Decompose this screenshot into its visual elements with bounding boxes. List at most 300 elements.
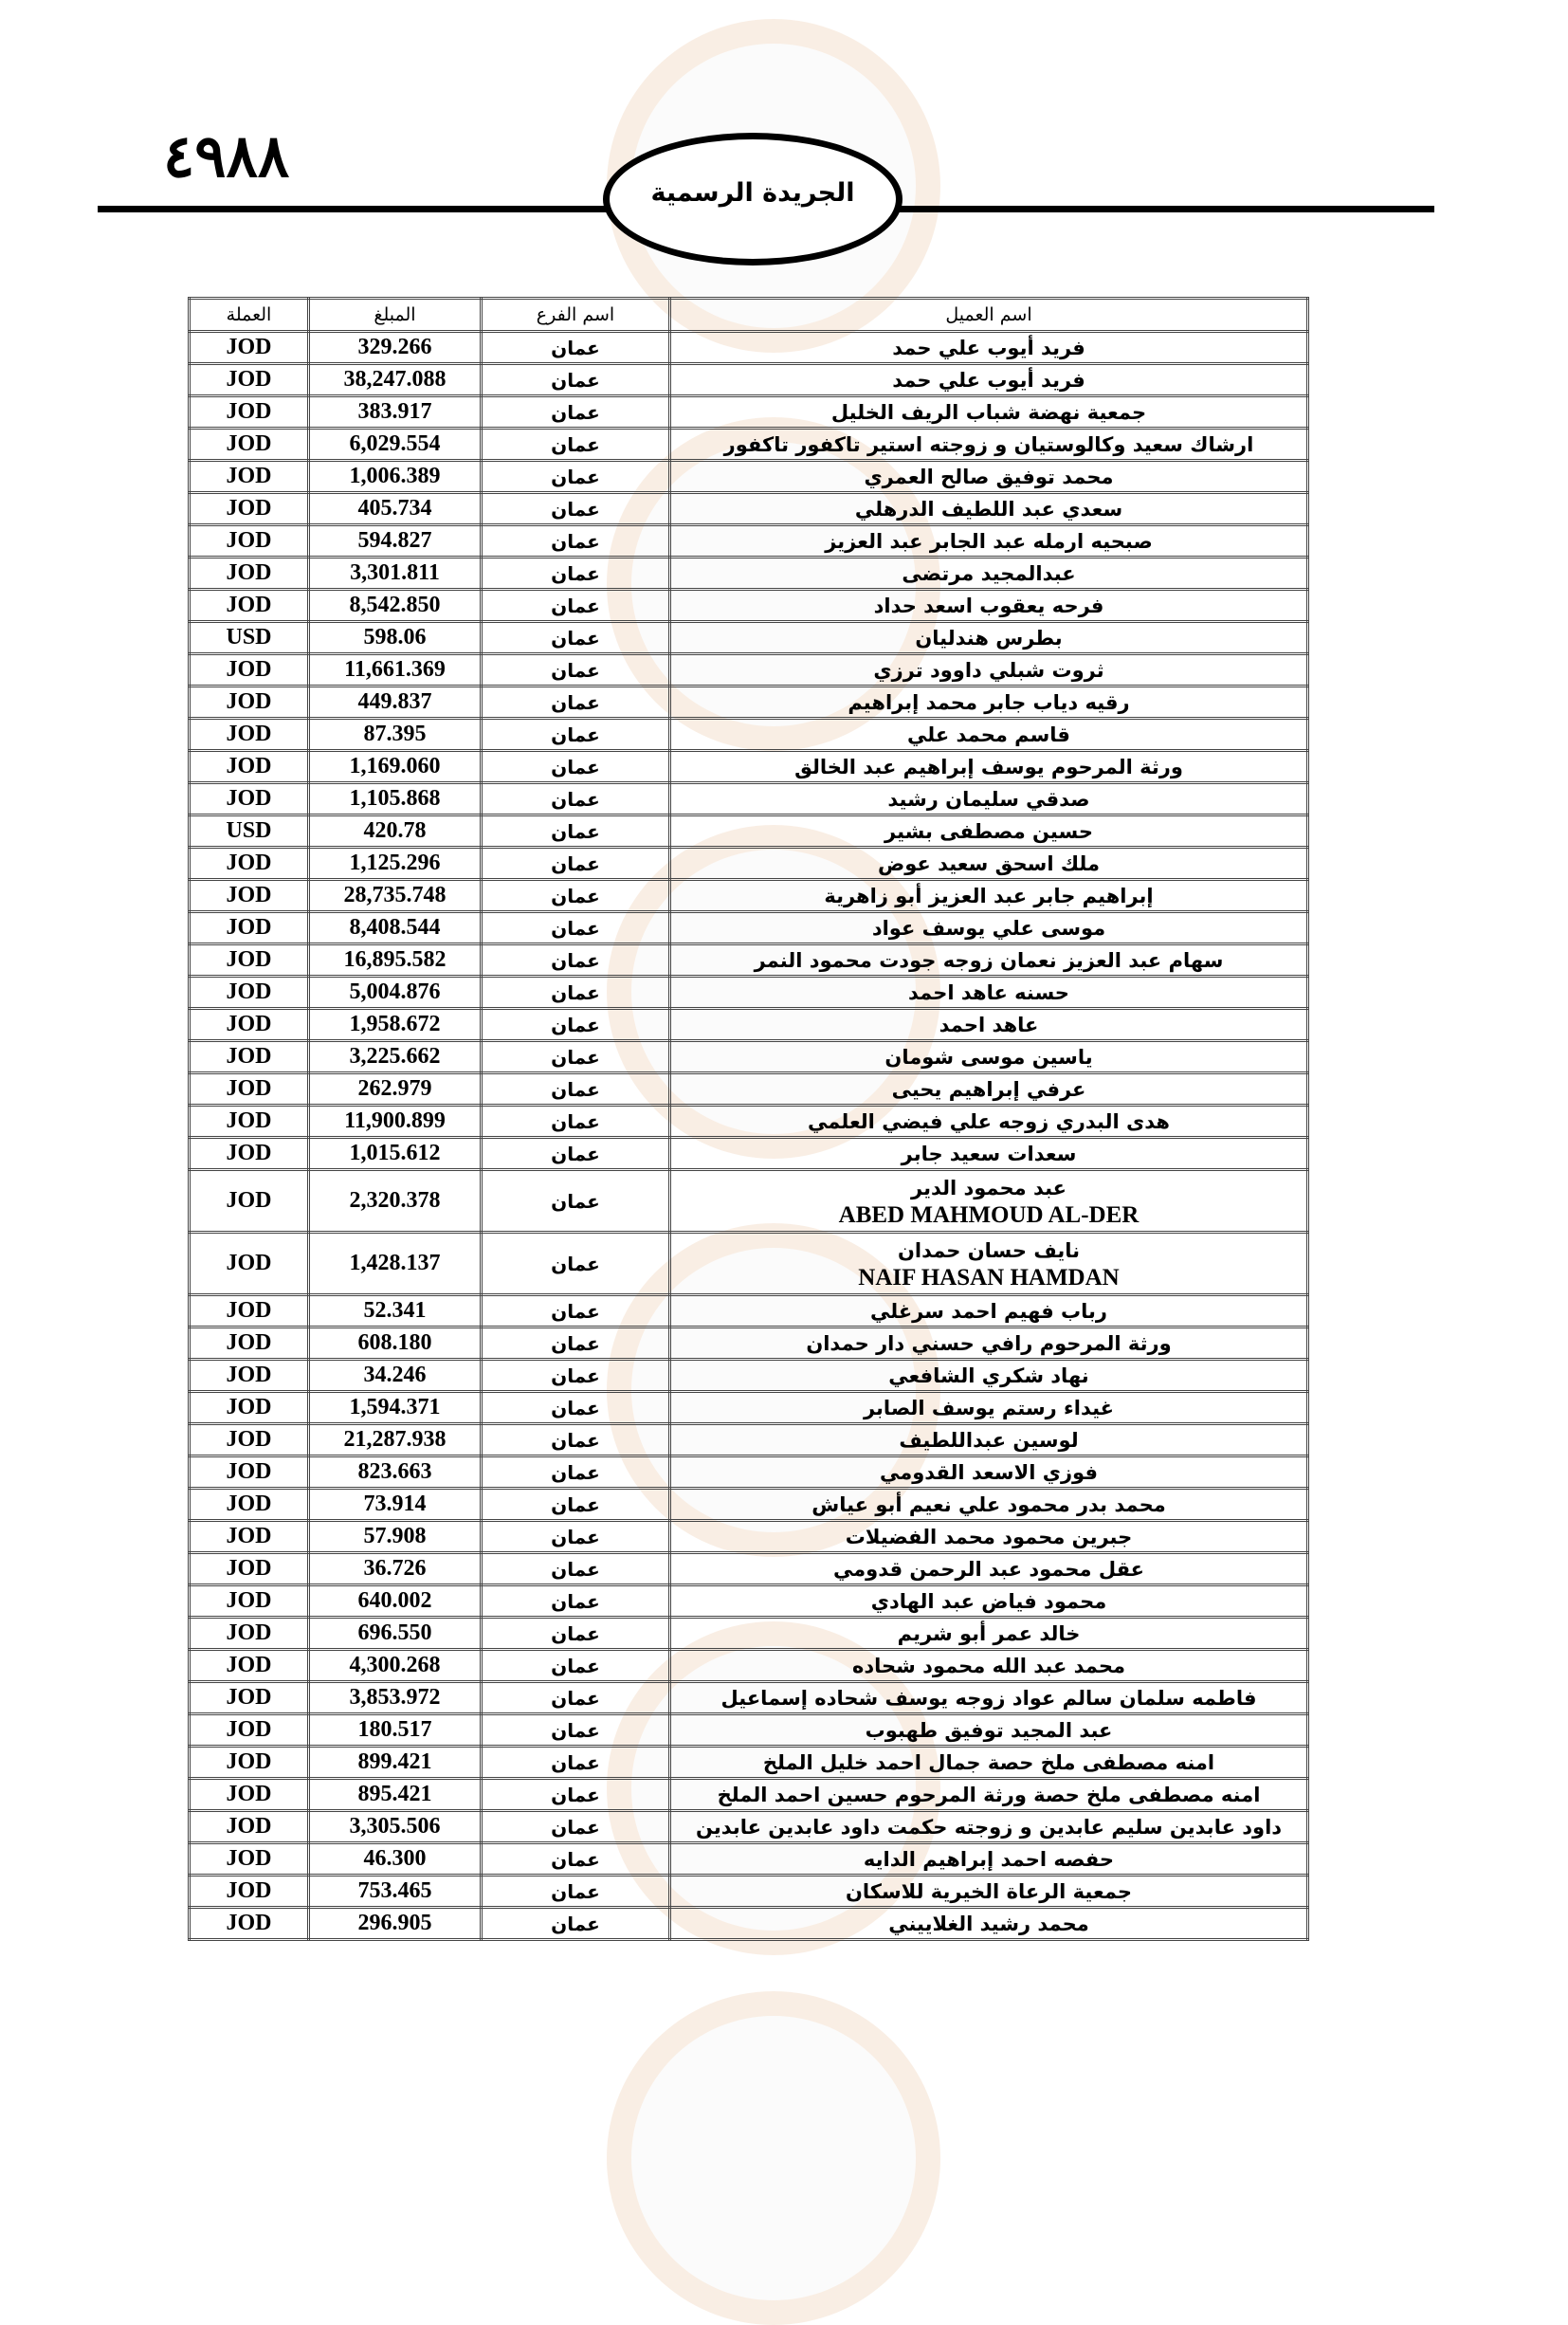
branch-cell: عمان xyxy=(482,1747,670,1779)
branch-cell: عمان xyxy=(482,1521,670,1553)
table-row xyxy=(190,1392,1308,1424)
branch-cell: عمان xyxy=(482,1041,670,1073)
client-name: امنه مصطفى ملخ حصة جمال احمد خليل الملخ xyxy=(762,1750,1215,1774)
client-name: هدى البدري زوجه علي فيضي العلمي xyxy=(808,1109,1170,1133)
table-row xyxy=(190,1456,1308,1489)
table-row xyxy=(190,1073,1308,1106)
currency-cell: JOD xyxy=(190,429,309,461)
table-row xyxy=(190,1843,1308,1876)
amount-cell: 3,301.811 xyxy=(309,558,482,590)
client-name-cell xyxy=(670,912,1308,944)
amount-cell: 4,300.268 xyxy=(309,1650,482,1682)
currency-cell: JOD xyxy=(190,1747,309,1779)
client-name: فرحه يعقوب اسعد حداد xyxy=(873,594,1104,617)
client-name: جبرين محمود محمد الفضيلات xyxy=(845,1525,1133,1548)
client-name-cell xyxy=(670,493,1308,525)
client-name: بطرس هندليان xyxy=(915,626,1063,650)
amount-cell: 1,015.612 xyxy=(309,1138,482,1170)
client-name-cell xyxy=(670,1521,1308,1553)
currency-cell: JOD xyxy=(190,751,309,783)
amount-cell: 895.421 xyxy=(309,1779,482,1811)
branch-cell: عمان xyxy=(482,1585,670,1618)
branch-cell: عمان xyxy=(482,1106,670,1138)
currency-cell: JOD xyxy=(190,493,309,525)
client-name-cell xyxy=(670,1843,1308,1876)
amount-cell: 1,594.371 xyxy=(309,1392,482,1424)
amount-cell: 16,895.582 xyxy=(309,944,482,977)
branch-cell: عمان xyxy=(482,783,670,815)
amount-cell: 823.663 xyxy=(309,1456,482,1489)
branch-cell: عمان xyxy=(482,1073,670,1106)
client-name-cell xyxy=(670,880,1308,912)
branch-cell: عمان xyxy=(482,977,670,1009)
currency-cell: JOD xyxy=(190,558,309,590)
branch-cell: عمان xyxy=(482,396,670,429)
client-name-cell xyxy=(670,1779,1308,1811)
branch-cell: عمان xyxy=(482,751,670,783)
branch-cell: عمان xyxy=(482,1360,670,1392)
client-name-english: ABED MAHMOUD AL-DER xyxy=(838,1201,1140,1228)
client-name-cell xyxy=(670,622,1308,654)
table-row xyxy=(190,493,1308,525)
client-name-cell xyxy=(670,396,1308,429)
currency-cell: JOD xyxy=(190,783,309,815)
table-row xyxy=(190,944,1308,977)
table-row xyxy=(190,1553,1308,1585)
client-name-cell xyxy=(670,815,1308,848)
client-name-cell xyxy=(670,1682,1308,1714)
branch-cell: عمان xyxy=(482,1170,670,1233)
client-name-cell xyxy=(670,1650,1308,1682)
client-name-cell xyxy=(670,332,1308,364)
currency-cell: USD xyxy=(190,815,309,848)
branch-cell: عمان xyxy=(482,687,670,719)
client-name: فريد أيوب علي حمد xyxy=(892,368,1085,392)
currency-cell: JOD xyxy=(190,1489,309,1521)
amount-cell: 420.78 xyxy=(309,815,482,848)
client-name: قاسم محمد علي xyxy=(907,723,1070,746)
amount-cell: 8,542.850 xyxy=(309,590,482,622)
branch-cell: عمان xyxy=(482,1714,670,1747)
currency-cell: JOD xyxy=(190,1714,309,1747)
currency-cell: JOD xyxy=(190,1779,309,1811)
table-row xyxy=(190,1650,1308,1682)
currency-cell: JOD xyxy=(190,1233,309,1295)
client-name: ياسين موسى شومان xyxy=(884,1045,1093,1069)
table-row xyxy=(190,1106,1308,1138)
table-row xyxy=(190,1811,1308,1843)
currency-cell: JOD xyxy=(190,1327,309,1360)
table-body xyxy=(190,332,1308,1940)
amount-cell: 6,029.554 xyxy=(309,429,482,461)
amount-cell: 36.726 xyxy=(309,1553,482,1585)
amount-cell: 1,006.389 xyxy=(309,461,482,493)
client-name-cell xyxy=(670,525,1308,558)
table-row xyxy=(190,364,1308,396)
branch-cell: عمان xyxy=(482,1843,670,1876)
amount-cell: 1,958.672 xyxy=(309,1009,482,1041)
client-name-cell xyxy=(670,1073,1308,1106)
client-name: موسى علي يوسف عواد xyxy=(871,916,1106,940)
branch-cell: عمان xyxy=(482,1908,670,1940)
client-name-english: NAIF HASAN HAMDAN xyxy=(858,1264,1120,1291)
client-name-cell xyxy=(670,1233,1308,1295)
currency-cell: JOD xyxy=(190,461,309,493)
table-row xyxy=(190,880,1308,912)
currency-cell: JOD xyxy=(190,1521,309,1553)
client-name-cell xyxy=(670,1106,1308,1138)
currency-cell: JOD xyxy=(190,332,309,364)
amount-cell: 87.395 xyxy=(309,719,482,751)
client-name: عرفي إبراهيم يحيى xyxy=(891,1077,1086,1101)
table-row xyxy=(190,1779,1308,1811)
client-name-cell xyxy=(670,1138,1308,1170)
table-row xyxy=(190,1908,1308,1940)
watermark-clock-logo xyxy=(607,1991,940,2325)
client-name-cell xyxy=(670,1295,1308,1327)
client-name: خالد عمر أبو شريم xyxy=(897,1621,1081,1645)
table-row xyxy=(190,1876,1308,1908)
amount-cell: 296.905 xyxy=(309,1908,482,1940)
client-name: غيداء رستم يوسف الصابر xyxy=(863,1396,1115,1419)
client-name: سعدات سعيد جابر xyxy=(901,1142,1077,1165)
amount-cell: 608.180 xyxy=(309,1327,482,1360)
currency-cell: JOD xyxy=(190,396,309,429)
currency-cell: JOD xyxy=(190,1009,309,1041)
table-row xyxy=(190,525,1308,558)
currency-cell: JOD xyxy=(190,1876,309,1908)
client-name-cell xyxy=(670,751,1308,783)
table-row xyxy=(190,1170,1308,1233)
amount-cell: 3,225.662 xyxy=(309,1041,482,1073)
table-row xyxy=(190,1009,1308,1041)
client-name: نايف حسان حمدان xyxy=(897,1238,1081,1262)
client-name-cell xyxy=(670,429,1308,461)
client-name-cell xyxy=(670,1170,1308,1233)
currency-cell: JOD xyxy=(190,590,309,622)
branch-cell: عمان xyxy=(482,1424,670,1456)
table-row xyxy=(190,1747,1308,1779)
client-name: صبحيه ارمله عبد الجابر عبد العزيز xyxy=(825,529,1153,553)
currency-cell: USD xyxy=(190,622,309,654)
table-row xyxy=(190,1138,1308,1170)
client-name-cell xyxy=(670,1489,1308,1521)
currency-cell: JOD xyxy=(190,1682,309,1714)
client-name-cell xyxy=(670,461,1308,493)
client-name-cell xyxy=(670,1360,1308,1392)
table-row xyxy=(190,429,1308,461)
amount-cell: 46.300 xyxy=(309,1843,482,1876)
amount-cell: 383.917 xyxy=(309,396,482,429)
column-header-branch: اسم الفرع xyxy=(482,299,670,332)
table-row xyxy=(190,1360,1308,1392)
amount-cell: 73.914 xyxy=(309,1489,482,1521)
currency-cell: JOD xyxy=(190,880,309,912)
clients-table xyxy=(188,297,1309,1941)
client-name: فوزي الاسعد القدومي xyxy=(880,1460,1098,1484)
currency-cell: JOD xyxy=(190,1424,309,1456)
currency-cell: JOD xyxy=(190,719,309,751)
currency-cell: JOD xyxy=(190,1392,309,1424)
client-name: جمعية الرعاة الخيرية للاسكان xyxy=(845,1879,1133,1903)
client-name: ورثة المرحوم يوسف إبراهيم عبد الخالق xyxy=(794,755,1183,778)
amount-cell: 899.421 xyxy=(309,1747,482,1779)
client-name-cell xyxy=(670,783,1308,815)
branch-cell: عمان xyxy=(482,1295,670,1327)
currency-cell: JOD xyxy=(190,912,309,944)
client-name: محمد توفيق صالح العمري xyxy=(864,465,1114,488)
table-row xyxy=(190,815,1308,848)
client-name-cell xyxy=(670,1327,1308,1360)
branch-cell: عمان xyxy=(482,1233,670,1295)
client-name: داود عابدين سليم عابدين و زوجته حكمت داود عابدين عابدين xyxy=(695,1815,1283,1839)
client-name-cell xyxy=(670,1811,1308,1843)
table-header-row xyxy=(190,299,1308,332)
client-name-cell xyxy=(670,1009,1308,1041)
client-name-cell xyxy=(670,1618,1308,1650)
table-row xyxy=(190,590,1308,622)
client-name-cell xyxy=(670,1908,1308,1940)
branch-cell: عمان xyxy=(482,1489,670,1521)
amount-cell: 5,004.876 xyxy=(309,977,482,1009)
currency-cell: JOD xyxy=(190,525,309,558)
branch-cell: عمان xyxy=(482,1138,670,1170)
client-name: حسنه عاهد احمد xyxy=(908,980,1069,1004)
amount-cell: 262.979 xyxy=(309,1073,482,1106)
amount-cell: 38,247.088 xyxy=(309,364,482,396)
branch-cell: عمان xyxy=(482,332,670,364)
column-header-currency: العملة xyxy=(190,299,309,332)
currency-cell: JOD xyxy=(190,1843,309,1876)
table-row xyxy=(190,1424,1308,1456)
branch-cell: عمان xyxy=(482,461,670,493)
table-row xyxy=(190,1327,1308,1360)
table-row xyxy=(190,1585,1308,1618)
table-row xyxy=(190,977,1308,1009)
client-name: عاهد احمد xyxy=(939,1013,1039,1036)
currency-cell: JOD xyxy=(190,1360,309,1392)
table-row xyxy=(190,654,1308,687)
amount-cell: 180.517 xyxy=(309,1714,482,1747)
column-header-name: اسم العميل xyxy=(670,299,1308,332)
client-name: عبد محمود الدير xyxy=(911,1176,1067,1199)
branch-cell: عمان xyxy=(482,944,670,977)
client-name-cell xyxy=(670,1553,1308,1585)
client-name: سهام عبد العزيز نعمان زوجه جودت محمود النمر xyxy=(754,948,1224,972)
client-name: فاطمه سلمان سالم عواد زوجه يوسف شحاده إسماعيل xyxy=(720,1686,1257,1710)
client-name: فريد أيوب علي حمد xyxy=(892,336,1085,359)
branch-cell: عمان xyxy=(482,590,670,622)
currency-cell: JOD xyxy=(190,944,309,977)
branch-cell: عمان xyxy=(482,1553,670,1585)
client-name-cell xyxy=(670,654,1308,687)
client-name-cell xyxy=(670,1392,1308,1424)
client-name-cell xyxy=(670,1456,1308,1489)
amount-cell: 28,735.748 xyxy=(309,880,482,912)
amount-cell: 8,408.544 xyxy=(309,912,482,944)
branch-cell: عمان xyxy=(482,1811,670,1843)
branch-cell: عمان xyxy=(482,429,670,461)
branch-cell: عمان xyxy=(482,1392,670,1424)
client-name: ارشاك سعيد وكالوستيان و زوجته استير تاكفور تاكفور xyxy=(723,432,1254,456)
currency-cell: JOD xyxy=(190,1553,309,1585)
branch-cell: عمان xyxy=(482,364,670,396)
client-name-cell xyxy=(670,944,1308,977)
amount-cell: 1,105.868 xyxy=(309,783,482,815)
branch-cell: عمان xyxy=(482,1618,670,1650)
branch-cell: عمان xyxy=(482,654,670,687)
client-name: سعدي عبد اللطيف الدرهلي xyxy=(854,497,1123,521)
currency-cell: JOD xyxy=(190,1456,309,1489)
table-row xyxy=(190,622,1308,654)
currency-cell: JOD xyxy=(190,1170,309,1233)
table-row xyxy=(190,332,1308,364)
amount-cell: 598.06 xyxy=(309,622,482,654)
currency-cell: JOD xyxy=(190,1106,309,1138)
table-row xyxy=(190,1618,1308,1650)
currency-cell: JOD xyxy=(190,1041,309,1073)
column-header-amount: المبلغ xyxy=(309,299,482,332)
currency-cell: JOD xyxy=(190,1073,309,1106)
publication-title-oval xyxy=(603,133,903,265)
amount-cell: 3,305.506 xyxy=(309,1811,482,1843)
amount-cell: 34.246 xyxy=(309,1360,482,1392)
table-row xyxy=(190,912,1308,944)
publication-title: الجريدة الرسمية xyxy=(650,177,855,208)
branch-cell: عمان xyxy=(482,1682,670,1714)
amount-cell: 696.550 xyxy=(309,1618,482,1650)
table-row xyxy=(190,1489,1308,1521)
branch-cell: عمان xyxy=(482,912,670,944)
branch-cell: عمان xyxy=(482,1009,670,1041)
currency-cell: JOD xyxy=(190,1811,309,1843)
client-name-cell xyxy=(670,1714,1308,1747)
branch-cell: عمان xyxy=(482,848,670,880)
currency-cell: JOD xyxy=(190,1138,309,1170)
client-name: ملك اسحق سعيد عوض xyxy=(878,851,1100,875)
client-name: رباب فهيم احمد سرغلي xyxy=(870,1299,1107,1323)
client-name: عبد المجيد توفيق طهبوب xyxy=(865,1718,1113,1742)
client-name: عبدالمجيد مرتضى xyxy=(902,561,1076,585)
client-name: حفصه احمد إبراهيم الدايه xyxy=(863,1847,1115,1871)
amount-cell: 11,900.899 xyxy=(309,1106,482,1138)
amount-cell: 405.734 xyxy=(309,493,482,525)
amount-cell: 1,125.296 xyxy=(309,848,482,880)
currency-cell: JOD xyxy=(190,1618,309,1650)
client-name: ورثة المرحوم رافي حسني دار حمدان xyxy=(806,1331,1172,1355)
branch-cell: عمان xyxy=(482,1779,670,1811)
client-name-cell xyxy=(670,1585,1308,1618)
amount-cell: 52.341 xyxy=(309,1295,482,1327)
table-row xyxy=(190,461,1308,493)
currency-cell: JOD xyxy=(190,654,309,687)
amount-cell: 2,320.378 xyxy=(309,1170,482,1233)
table-row xyxy=(190,1233,1308,1295)
client-name: عقل محمود عبد الرحمن قدومي xyxy=(832,1557,1145,1581)
branch-cell: عمان xyxy=(482,880,670,912)
amount-cell: 1,428.137 xyxy=(309,1233,482,1295)
client-name-cell xyxy=(670,1747,1308,1779)
client-name-cell xyxy=(670,687,1308,719)
client-name: محمود فياض عبد الهادي xyxy=(870,1589,1107,1613)
currency-cell: JOD xyxy=(190,1908,309,1940)
branch-cell: عمان xyxy=(482,493,670,525)
currency-cell: JOD xyxy=(190,1295,309,1327)
client-name: حسين مصطفى بشير xyxy=(884,819,1093,843)
branch-cell: عمان xyxy=(482,815,670,848)
branch-cell: عمان xyxy=(482,1650,670,1682)
page-number: ٤٩٨٨ xyxy=(163,121,290,191)
amount-cell: 449.837 xyxy=(309,687,482,719)
client-name: إبراهيم جابر عبد العزيز أبو زاهرية xyxy=(824,884,1154,907)
currency-cell: JOD xyxy=(190,1585,309,1618)
client-name-cell xyxy=(670,977,1308,1009)
table-row xyxy=(190,687,1308,719)
table-row xyxy=(190,1041,1308,1073)
client-name-cell xyxy=(670,1876,1308,1908)
client-name: صدقي سليمان رشيد xyxy=(887,787,1090,811)
branch-cell: عمان xyxy=(482,1327,670,1360)
table-row xyxy=(190,848,1308,880)
client-name: جمعية نهضة شباب الريف الخليل xyxy=(830,400,1147,424)
table-row xyxy=(190,783,1308,815)
client-name-cell xyxy=(670,558,1308,590)
currency-cell: JOD xyxy=(190,848,309,880)
client-name: ثروت شبلي داوود ترزي xyxy=(873,658,1104,682)
amount-cell: 57.908 xyxy=(309,1521,482,1553)
client-name: محمد عبد الله محمود شحاده xyxy=(851,1654,1126,1677)
table-row xyxy=(190,1295,1308,1327)
amount-cell: 329.266 xyxy=(309,332,482,364)
table-row xyxy=(190,751,1308,783)
client-name-cell xyxy=(670,364,1308,396)
table-row xyxy=(190,558,1308,590)
table-row xyxy=(190,1714,1308,1747)
client-name-cell xyxy=(670,1424,1308,1456)
client-name: لوسين عبداللطيف xyxy=(899,1428,1079,1452)
client-name: محمد بدر محمود علي نعيم أبو عياش xyxy=(811,1492,1166,1516)
branch-cell: عمان xyxy=(482,719,670,751)
amount-cell: 753.465 xyxy=(309,1876,482,1908)
branch-cell: عمان xyxy=(482,1456,670,1489)
branch-cell: عمان xyxy=(482,525,670,558)
currency-cell: JOD xyxy=(190,364,309,396)
currency-cell: JOD xyxy=(190,977,309,1009)
branch-cell: عمان xyxy=(482,1876,670,1908)
client-name-cell xyxy=(670,719,1308,751)
client-name-cell xyxy=(670,848,1308,880)
amount-cell: 594.827 xyxy=(309,525,482,558)
amount-cell: 640.002 xyxy=(309,1585,482,1618)
client-name: رقيه دياب جابر محمد إبراهيم xyxy=(848,690,1130,714)
currency-cell: JOD xyxy=(190,687,309,719)
amount-cell: 21,287.938 xyxy=(309,1424,482,1456)
amount-cell: 11,661.369 xyxy=(309,654,482,687)
client-name-cell xyxy=(670,1041,1308,1073)
table-row xyxy=(190,1682,1308,1714)
table-row xyxy=(190,396,1308,429)
table-row xyxy=(190,719,1308,751)
client-name-cell xyxy=(670,590,1308,622)
amount-cell: 3,853.972 xyxy=(309,1682,482,1714)
currency-cell: JOD xyxy=(190,1650,309,1682)
branch-cell: عمان xyxy=(482,558,670,590)
client-name: امنه مصطفى ملخ حصة ورثة المرحوم حسين احمد الملخ xyxy=(717,1783,1261,1806)
client-name: نهاد شكري الشافعي xyxy=(888,1364,1089,1387)
table-row xyxy=(190,1521,1308,1553)
branch-cell: عمان xyxy=(482,622,670,654)
amount-cell: 1,169.060 xyxy=(309,751,482,783)
